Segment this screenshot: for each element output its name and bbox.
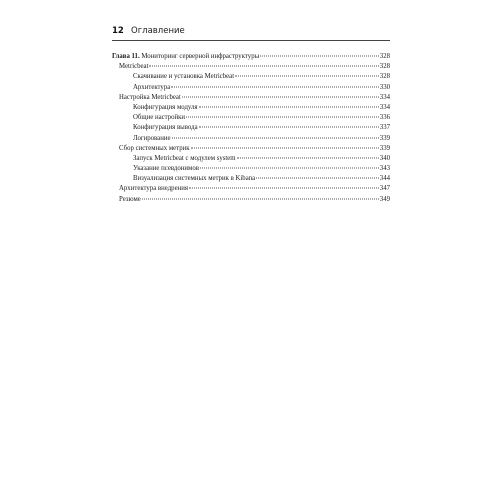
- dot-leader: [171, 86, 379, 87]
- toc-entry-title: [119, 144, 190, 154]
- dot-leader: [256, 178, 379, 179]
- toc-entry: [112, 72, 390, 82]
- dot-leader: [142, 198, 379, 199]
- toc-entry: [112, 144, 390, 154]
- toc-entry-text: Резюме: [119, 195, 141, 203]
- page-number: 12: [112, 26, 124, 36]
- toc-entry-title: [119, 62, 148, 72]
- dot-leader: [200, 168, 379, 169]
- toc-entry-text: Указание псевдонимов: [133, 165, 199, 173]
- toc-entry: [112, 184, 390, 194]
- toc-entry-title: [133, 154, 236, 164]
- toc-entry-title: [119, 195, 141, 205]
- toc-entry-page: 340: [379, 154, 390, 162]
- toc-entry-page: 339: [379, 134, 390, 142]
- toc-entry-text: Скачивание и установка Metricbeat: [133, 73, 235, 81]
- dot-leader: [172, 137, 379, 138]
- toc-entry-page: 347: [379, 185, 390, 193]
- dot-leader: [189, 188, 379, 189]
- dot-leader: [182, 96, 379, 97]
- toc-entry: [112, 134, 390, 144]
- toc-entry-page: 328: [379, 53, 390, 60]
- toc-entry-text: Общие настройки: [133, 114, 186, 122]
- toc-entry-title: [133, 103, 198, 113]
- toc-entry-text: Конфигурация модуля: [133, 103, 198, 111]
- running-header: [112, 24, 390, 41]
- toc-entry: [112, 154, 390, 164]
- toc-entry-text: Запуск Metricbeat с модулем system: [133, 154, 236, 162]
- toc-entry: [112, 174, 390, 184]
- toc-entry: [112, 103, 390, 113]
- toc-entry: [112, 123, 390, 133]
- running-title: Оглавление: [131, 26, 185, 36]
- toc-entry-title: [133, 123, 198, 133]
- toc-entry-page: 336: [379, 114, 390, 122]
- toc-entry-page: 343: [379, 165, 390, 173]
- toc-entry-page: 339: [379, 144, 390, 152]
- dot-leader: [199, 106, 379, 107]
- toc-entry: [112, 83, 390, 93]
- chapter-label: Глава 11.: [112, 53, 140, 60]
- toc-entry-text: Логирование: [133, 134, 171, 142]
- toc-entry: [112, 164, 390, 174]
- toc-entry-title: [119, 184, 188, 194]
- dot-leader: [191, 147, 379, 148]
- toc-entry-title: [133, 134, 171, 144]
- toc-entry-page: 349: [379, 195, 390, 203]
- toc-entry-page: 328: [379, 63, 390, 71]
- toc-entry: [112, 195, 390, 205]
- toc-entry-text: Визуализация системных метрик в Kibana: [133, 175, 256, 183]
- dot-leader: [149, 66, 378, 67]
- toc-entry-title: [112, 52, 259, 62]
- dot-leader: [186, 117, 379, 118]
- toc-entry: [112, 113, 390, 123]
- dot-leader: [235, 76, 379, 77]
- table-of-contents: [112, 52, 390, 205]
- toc-entry-text: Metricbeat: [119, 63, 149, 71]
- toc-entry-page: 328: [379, 73, 390, 81]
- toc-entry: [112, 93, 390, 103]
- toc-entry-page: 344: [379, 175, 390, 183]
- toc-entry-text: Конфигурация вывода: [133, 124, 198, 132]
- toc-entry-text: Архитектура внедрения: [119, 185, 188, 193]
- toc-entry-title: [133, 174, 255, 184]
- toc-entry-title: [133, 83, 170, 93]
- toc-entry-page: 334: [379, 93, 390, 101]
- toc-entry-title: [133, 164, 199, 174]
- toc-entry-text: Настройка Metricbeat: [119, 93, 181, 101]
- toc-entry-text: Сбор системных метрик: [119, 144, 190, 152]
- dot-leader: [237, 157, 379, 158]
- dot-leader: [260, 56, 379, 57]
- toc-entry-title: [133, 113, 185, 123]
- toc-entry-page: 337: [379, 124, 390, 132]
- dot-leader: [199, 127, 379, 128]
- toc-entry-title: [133, 72, 234, 82]
- toc-entry-text: Архитектура: [133, 83, 171, 91]
- toc-entry-page: 334: [379, 103, 390, 111]
- toc-entry-text: Мониторинг серверной инфраструктуры: [141, 53, 260, 60]
- toc-entry: [112, 52, 390, 62]
- toc-entry: [112, 62, 390, 72]
- toc-entry-title: [119, 93, 181, 103]
- toc-entry-page: 330: [379, 83, 390, 91]
